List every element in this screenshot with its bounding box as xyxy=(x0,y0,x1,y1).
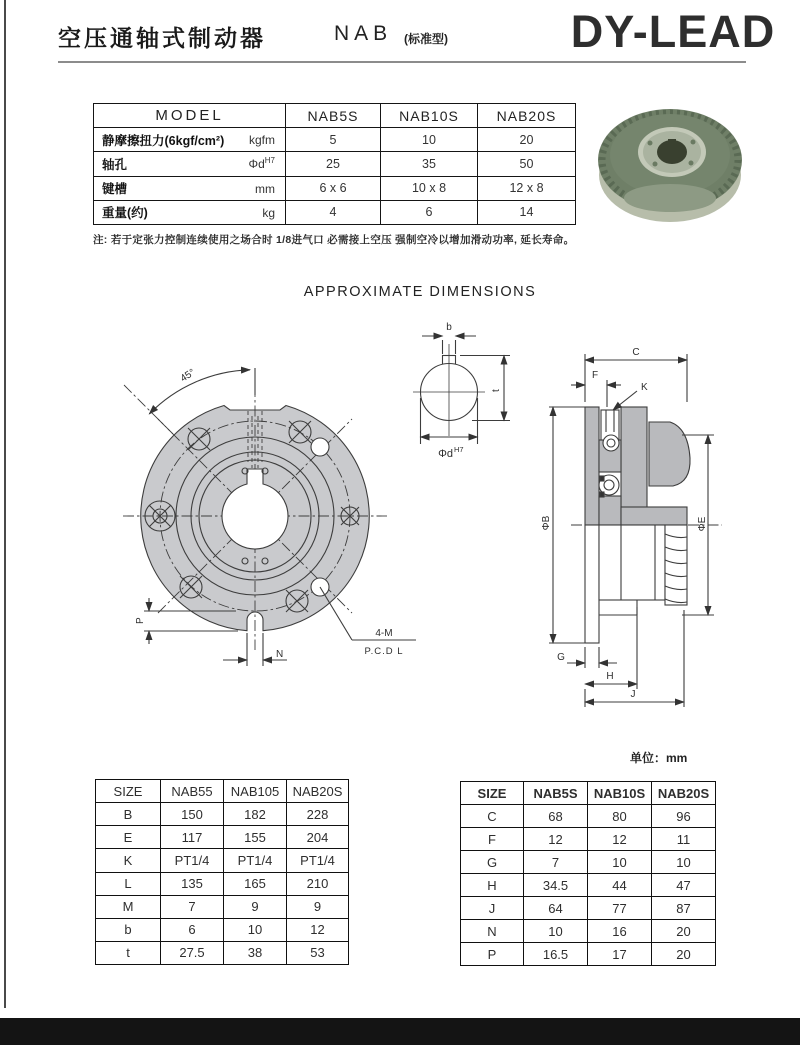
approximate-dimensions-heading: APPROXIMATE DIMENSIONS xyxy=(303,284,537,300)
column-header: NAB20S xyxy=(478,104,576,128)
table-cell: 35 xyxy=(381,152,478,176)
table-cell: PT1/4 xyxy=(224,849,287,872)
table-row xyxy=(461,851,716,874)
table-cell: 182 xyxy=(224,803,287,826)
spec-note: 注: 若于定张力控制连续使用之场合时 1/8进气口 必需接上空压 强制空冷以增加滑动功率, 延长寿命。 xyxy=(93,234,575,246)
table-cell: 7 xyxy=(524,851,588,874)
table-cell: 6 x 6 xyxy=(286,176,381,200)
table-cell xyxy=(94,128,286,152)
table-row xyxy=(94,176,576,200)
table-cell: 10 xyxy=(524,920,588,943)
unit-text: mm xyxy=(255,181,275,196)
dim-label-j: J xyxy=(630,689,636,700)
table-row xyxy=(96,826,349,849)
column-header: NAB20S xyxy=(652,782,716,805)
table-cell: 20 xyxy=(478,128,576,152)
dim-label-dia-sup: H7 xyxy=(454,445,464,454)
brand-logo-text: DY-LEAD xyxy=(570,6,776,57)
row-label: 静摩擦扭力(6kgf/cm²) xyxy=(102,133,225,148)
dim-label-c: C xyxy=(632,347,640,358)
dim-label-phib: ΦB xyxy=(541,515,552,531)
table-cell: 5 xyxy=(286,128,381,152)
table-row xyxy=(96,872,349,895)
table-row xyxy=(461,943,716,966)
size-table-right xyxy=(460,781,716,966)
dim-label-n: N xyxy=(276,649,284,660)
table-row xyxy=(96,780,349,803)
column-header: NAB5S xyxy=(286,104,381,128)
row-label: 重量(约) xyxy=(102,206,148,221)
table-row xyxy=(96,918,349,941)
table-cell: PT1/4 xyxy=(287,849,349,872)
model-type-label: (标准型) xyxy=(404,32,448,46)
table-cell: 117 xyxy=(161,826,224,849)
table-cell: 38 xyxy=(224,941,287,964)
table-cell: 6 xyxy=(161,918,224,941)
dimension-drawings xyxy=(20,310,780,740)
row-unit xyxy=(255,181,275,196)
table-cell xyxy=(94,176,286,200)
table-cell: 12 xyxy=(524,828,588,851)
table-cell: F xyxy=(461,828,524,851)
table-cell: 14 xyxy=(478,200,576,224)
table-cell: 150 xyxy=(161,803,224,826)
table-cell: 11 xyxy=(652,828,716,851)
table-cell: 210 xyxy=(287,872,349,895)
column-header: NAB105 xyxy=(224,780,287,803)
product-photo xyxy=(592,102,748,228)
row-unit xyxy=(249,156,275,171)
table-cell: K xyxy=(96,849,161,872)
unit-text: Φd xyxy=(248,157,265,172)
table-cell: 20 xyxy=(652,920,716,943)
column-header: SIZE xyxy=(461,782,524,805)
table-cell: P xyxy=(461,943,524,966)
table-cell: 50 xyxy=(478,152,576,176)
dim-label-pcd: P.C.D L xyxy=(364,646,404,657)
dim-label-4m: 4-M xyxy=(375,628,393,639)
table-cell: 9 xyxy=(287,895,349,918)
dim-label-dia: Φd xyxy=(438,448,453,460)
table-row xyxy=(461,920,716,943)
unit-label: 单位：mm xyxy=(630,751,688,765)
table-cell: 4 xyxy=(286,200,381,224)
dim-label-f: F xyxy=(592,370,599,381)
dim-label-phie: ΦE xyxy=(697,516,708,532)
table-row xyxy=(94,128,576,152)
table-cell: 17 xyxy=(588,943,652,966)
unit-text: kgfm xyxy=(248,133,275,148)
table-row xyxy=(96,895,349,918)
table-row xyxy=(461,874,716,897)
table-cell: C xyxy=(461,805,524,828)
table-cell: 10 xyxy=(381,128,478,152)
table-cell: PT1/4 xyxy=(161,849,224,872)
unit-text: kg xyxy=(262,205,275,220)
footer-bar xyxy=(0,1018,800,1045)
dim-label-k: K xyxy=(641,382,648,393)
dim-label-45deg: 45° xyxy=(178,367,198,385)
table-cell: 6 xyxy=(381,200,478,224)
table-cell: 80 xyxy=(588,805,652,828)
table-cell: 20 xyxy=(652,943,716,966)
column-header: NAB20S xyxy=(287,780,349,803)
column-header: NAB10S xyxy=(588,782,652,805)
table-cell: B xyxy=(96,803,161,826)
table-cell: 10 xyxy=(224,918,287,941)
table-row xyxy=(461,828,716,851)
table-cell xyxy=(94,200,286,224)
table-cell: 135 xyxy=(161,872,224,895)
page-title: 空压通轴式制动器 xyxy=(58,25,266,51)
table-row xyxy=(461,805,716,828)
table-row xyxy=(96,803,349,826)
table-cell: G xyxy=(461,851,524,874)
table-row xyxy=(461,782,716,805)
table-cell: 16.5 xyxy=(524,943,588,966)
table-cell: M xyxy=(96,895,161,918)
table-cell: 77 xyxy=(588,897,652,920)
table-cell: 9 xyxy=(224,895,287,918)
table-cell: E xyxy=(96,826,161,849)
dim-label-b: b xyxy=(446,322,452,333)
table-cell: 204 xyxy=(287,826,349,849)
table-cell: 53 xyxy=(287,941,349,964)
table-cell: t xyxy=(96,941,161,964)
table-cell: 87 xyxy=(652,897,716,920)
table-row xyxy=(94,200,576,224)
column-header: NAB5S xyxy=(524,782,588,805)
table-cell: 68 xyxy=(524,805,588,828)
table-cell: 10 xyxy=(588,851,652,874)
model-name: NAB xyxy=(334,22,393,45)
table-cell: 12 xyxy=(287,918,349,941)
table-cell: H xyxy=(461,874,524,897)
table-cell: 25 xyxy=(286,152,381,176)
table-row xyxy=(461,897,716,920)
table-cell: b xyxy=(96,918,161,941)
table-cell: 34.5 xyxy=(524,874,588,897)
table-row xyxy=(96,941,349,964)
table-cell: 64 xyxy=(524,897,588,920)
table-cell xyxy=(94,152,286,176)
table-cell: 165 xyxy=(224,872,287,895)
row-unit xyxy=(249,132,275,147)
column-header: MODEL xyxy=(94,104,286,128)
table-cell: 10 x 8 xyxy=(381,176,478,200)
spec-table xyxy=(93,103,576,225)
table-cell: 7 xyxy=(161,895,224,918)
row-label: 轴孔 xyxy=(102,157,128,172)
dim-label-g: G xyxy=(557,652,565,663)
table-cell: 10 xyxy=(652,851,716,874)
table-cell: 96 xyxy=(652,805,716,828)
table-cell: 47 xyxy=(652,874,716,897)
header-rule xyxy=(58,61,746,63)
column-header: SIZE xyxy=(96,780,161,803)
table-cell: L xyxy=(96,872,161,895)
table-cell: 16 xyxy=(588,920,652,943)
size-table-left xyxy=(95,779,349,965)
column-header: NAB10S xyxy=(381,104,478,128)
dim-label-t: t xyxy=(491,389,502,392)
dim-label-h: H xyxy=(606,671,614,682)
table-cell: J xyxy=(461,897,524,920)
unit-sup: H7 xyxy=(264,156,275,166)
column-header: NAB55 xyxy=(161,780,224,803)
table-cell: 12 x 8 xyxy=(478,176,576,200)
table-cell: 155 xyxy=(224,826,287,849)
row-label: 键槽 xyxy=(102,182,128,197)
table-cell: 228 xyxy=(287,803,349,826)
row-unit xyxy=(262,205,275,220)
spec-header-row xyxy=(94,104,576,128)
left-border-line xyxy=(4,0,6,1008)
table-cell: 44 xyxy=(588,874,652,897)
table-row xyxy=(94,152,576,176)
brand-logo xyxy=(550,4,796,60)
table-row xyxy=(96,849,349,872)
dim-label-p: P xyxy=(135,617,146,624)
table-cell: N xyxy=(461,920,524,943)
table-cell: 27.5 xyxy=(161,941,224,964)
table-cell: 12 xyxy=(588,828,652,851)
